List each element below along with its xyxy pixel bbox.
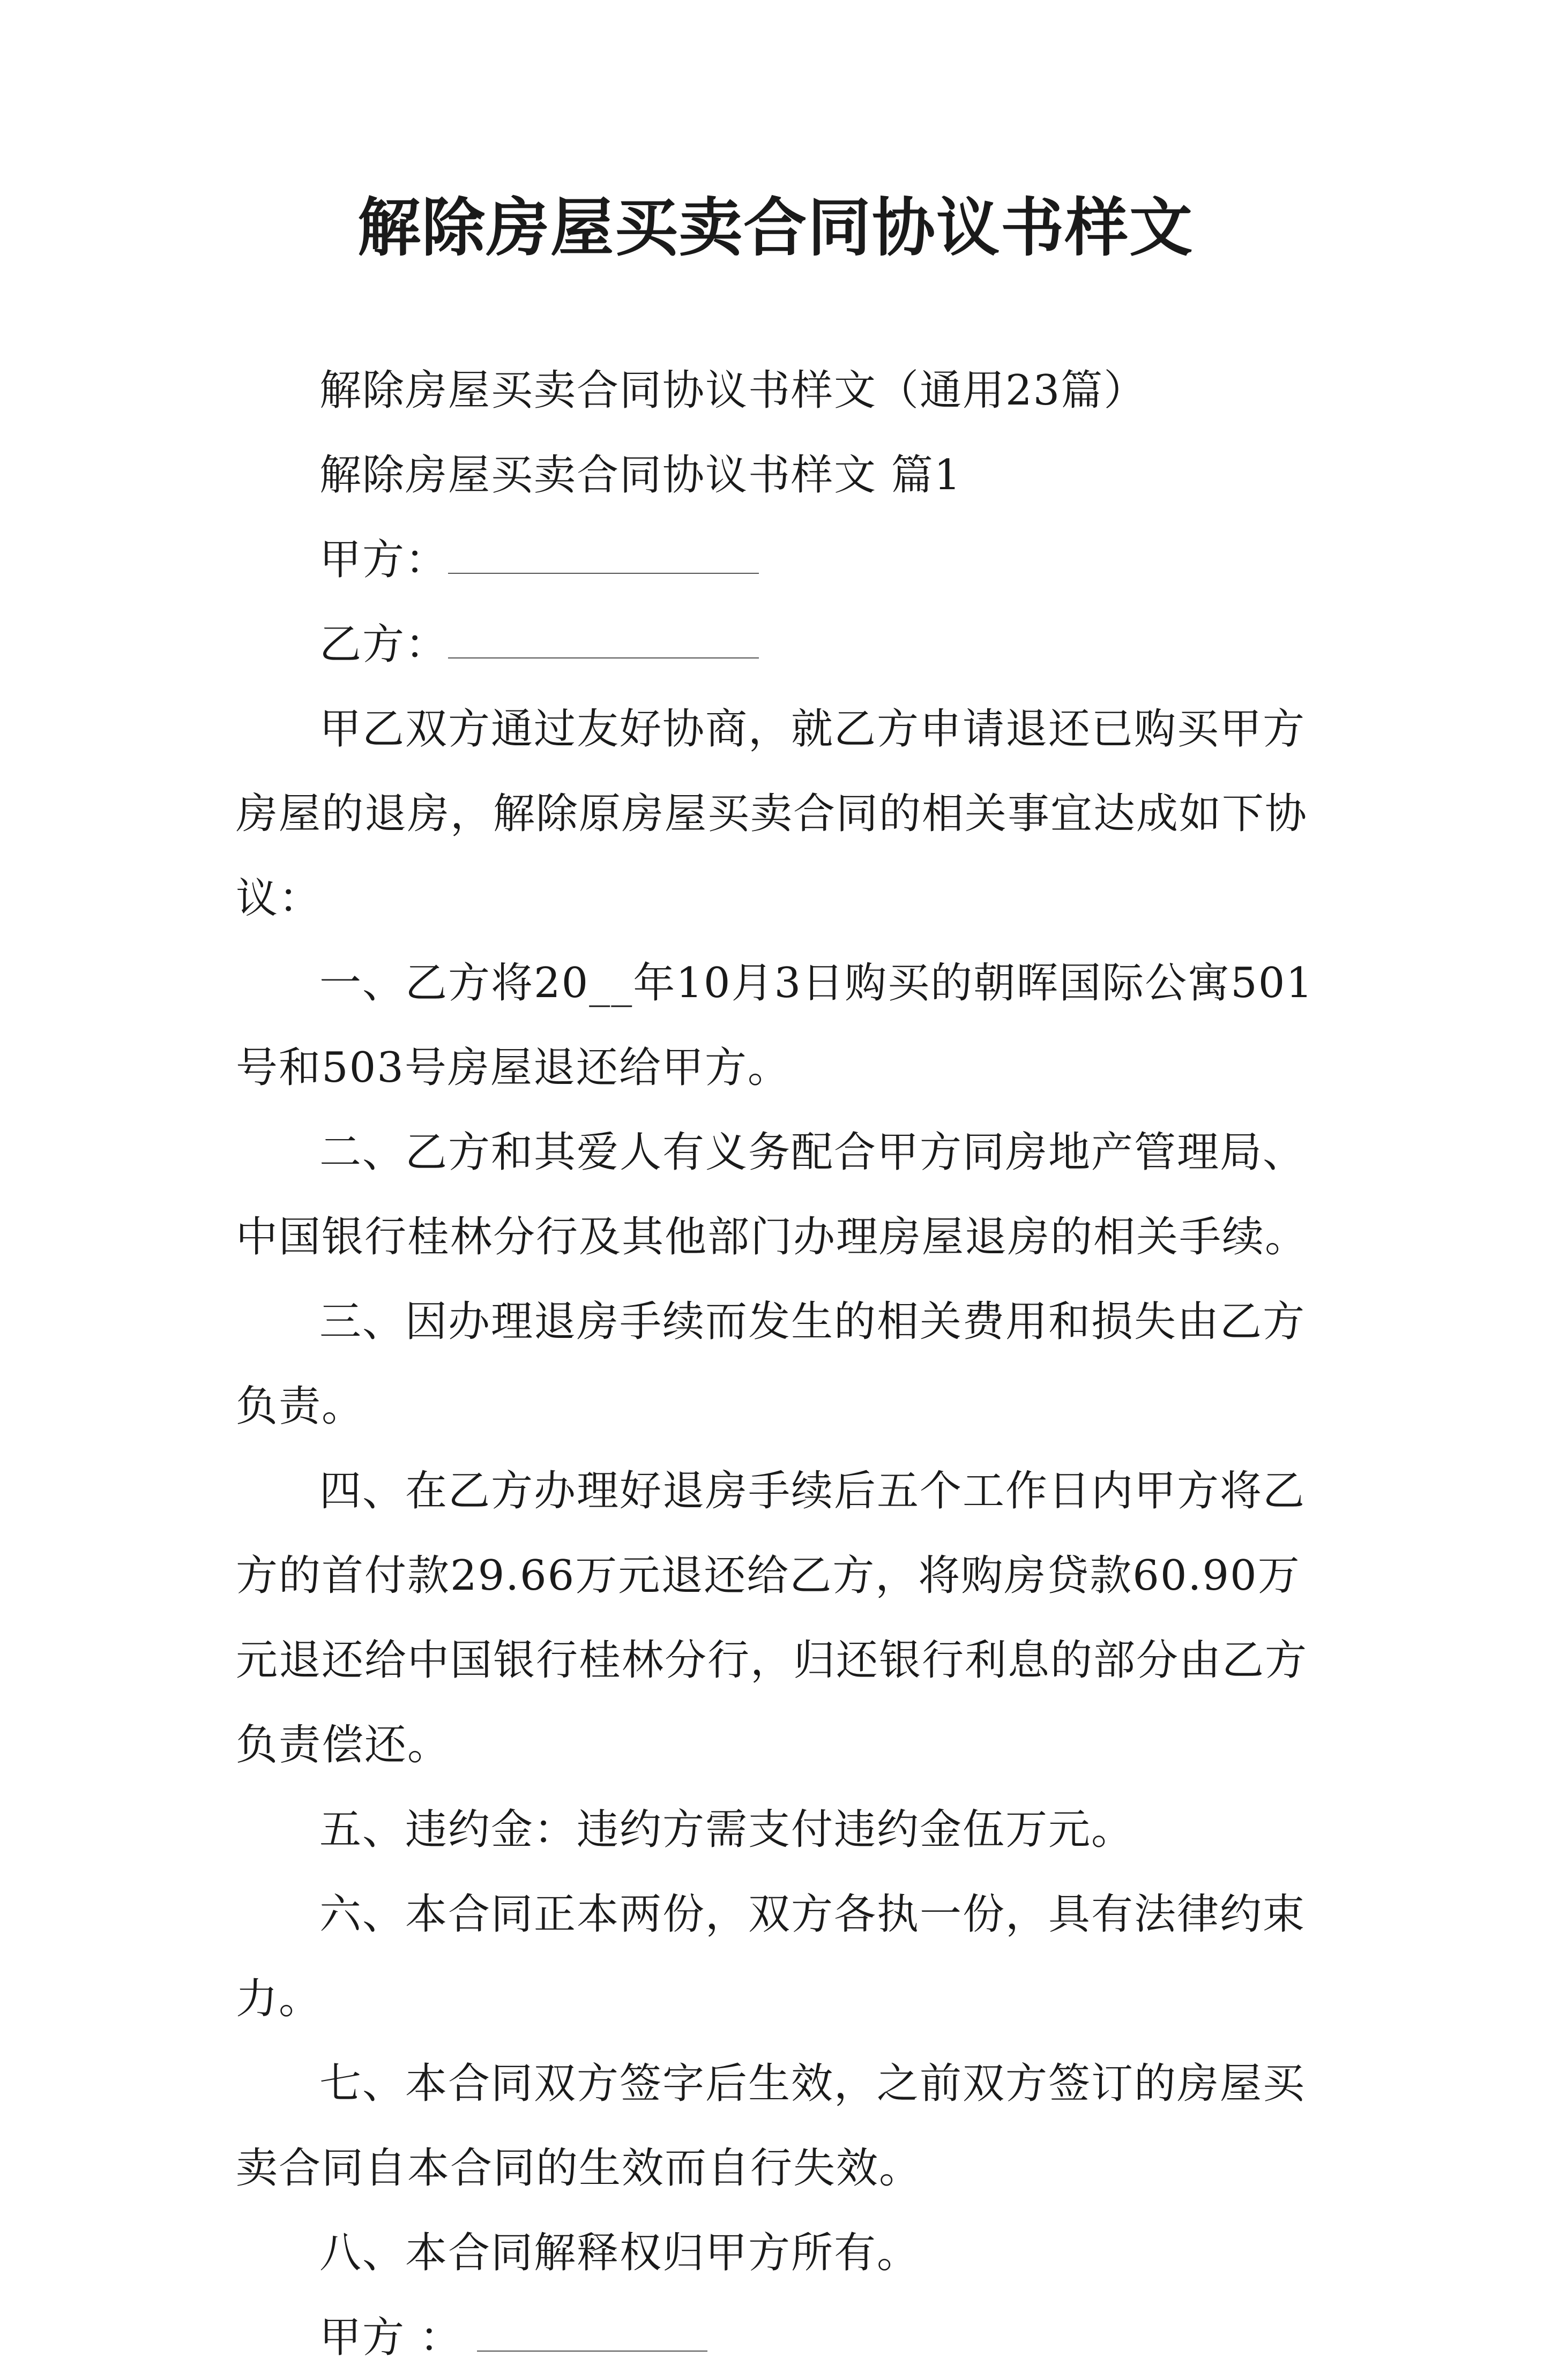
- document-title: 解除房屋买卖合同协议书样文: [357, 190, 1194, 265]
- subtitle: 解除房屋买卖合同协议书样文（通用23篇）: [319, 366, 1147, 415]
- clause-4: 四、在乙方办理好退房手续后五个工作日内甲方将乙方的首付款29.66万元退还给乙方，将购房贷款60.90万元退还给中国银行桂林分行，归还银行利息的部分由乙方负责偿还。: [236, 1467, 1308, 1769]
- clause-7: 七、本合同双方签字后生效，之前双方签订的房屋买卖合同自本合同的生效而自行失效。: [236, 2060, 1306, 2192]
- clause-6: 六、本合同正本两份，双方各执一份，具有法律约束力。: [236, 1890, 1306, 2023]
- party-b-blank: [448, 626, 759, 658]
- clause-5: 五、违约金：违约方需支付违约金伍万元。: [319, 1806, 1135, 1854]
- clause-3: 三、因办理退房手续而发生的相关费用和损失由乙方负责。: [236, 1298, 1306, 1431]
- clause-8: 八、本合同解释权归甲方所有。: [319, 2229, 920, 2277]
- party-a-blank: [448, 542, 759, 574]
- clause-1: 一、乙方将20__年10月3日购买的朝晖国际公寓501号和503号房屋退还给甲方。: [236, 959, 1314, 1092]
- party-b-line: [236, 602, 1324, 687]
- party-a-label: 甲方：: [319, 536, 449, 584]
- section-heading: 解除房屋买卖合同协议书样文 篇1: [319, 451, 962, 499]
- signature-a-blank: [477, 2319, 707, 2352]
- signature-a-label: 甲方 ：: [319, 2314, 463, 2362]
- intro-paragraph: 甲乙双方通过友好协商，就乙方申请退还已购买甲方房屋的退房，解除原房屋买卖合同的相关事宜达成如下协议：: [236, 705, 1308, 923]
- clause-2: 二、乙方和其爱人有义务配合甲方同房地产管理局、中国银行桂林分行及其他部门办理房屋退房的相关手续。: [236, 1128, 1308, 1261]
- party-a-line: [236, 518, 1324, 602]
- party-b-label: 乙方：: [319, 620, 449, 669]
- document-body: [236, 348, 1324, 2380]
- signature-a-line: [236, 2295, 1324, 2380]
